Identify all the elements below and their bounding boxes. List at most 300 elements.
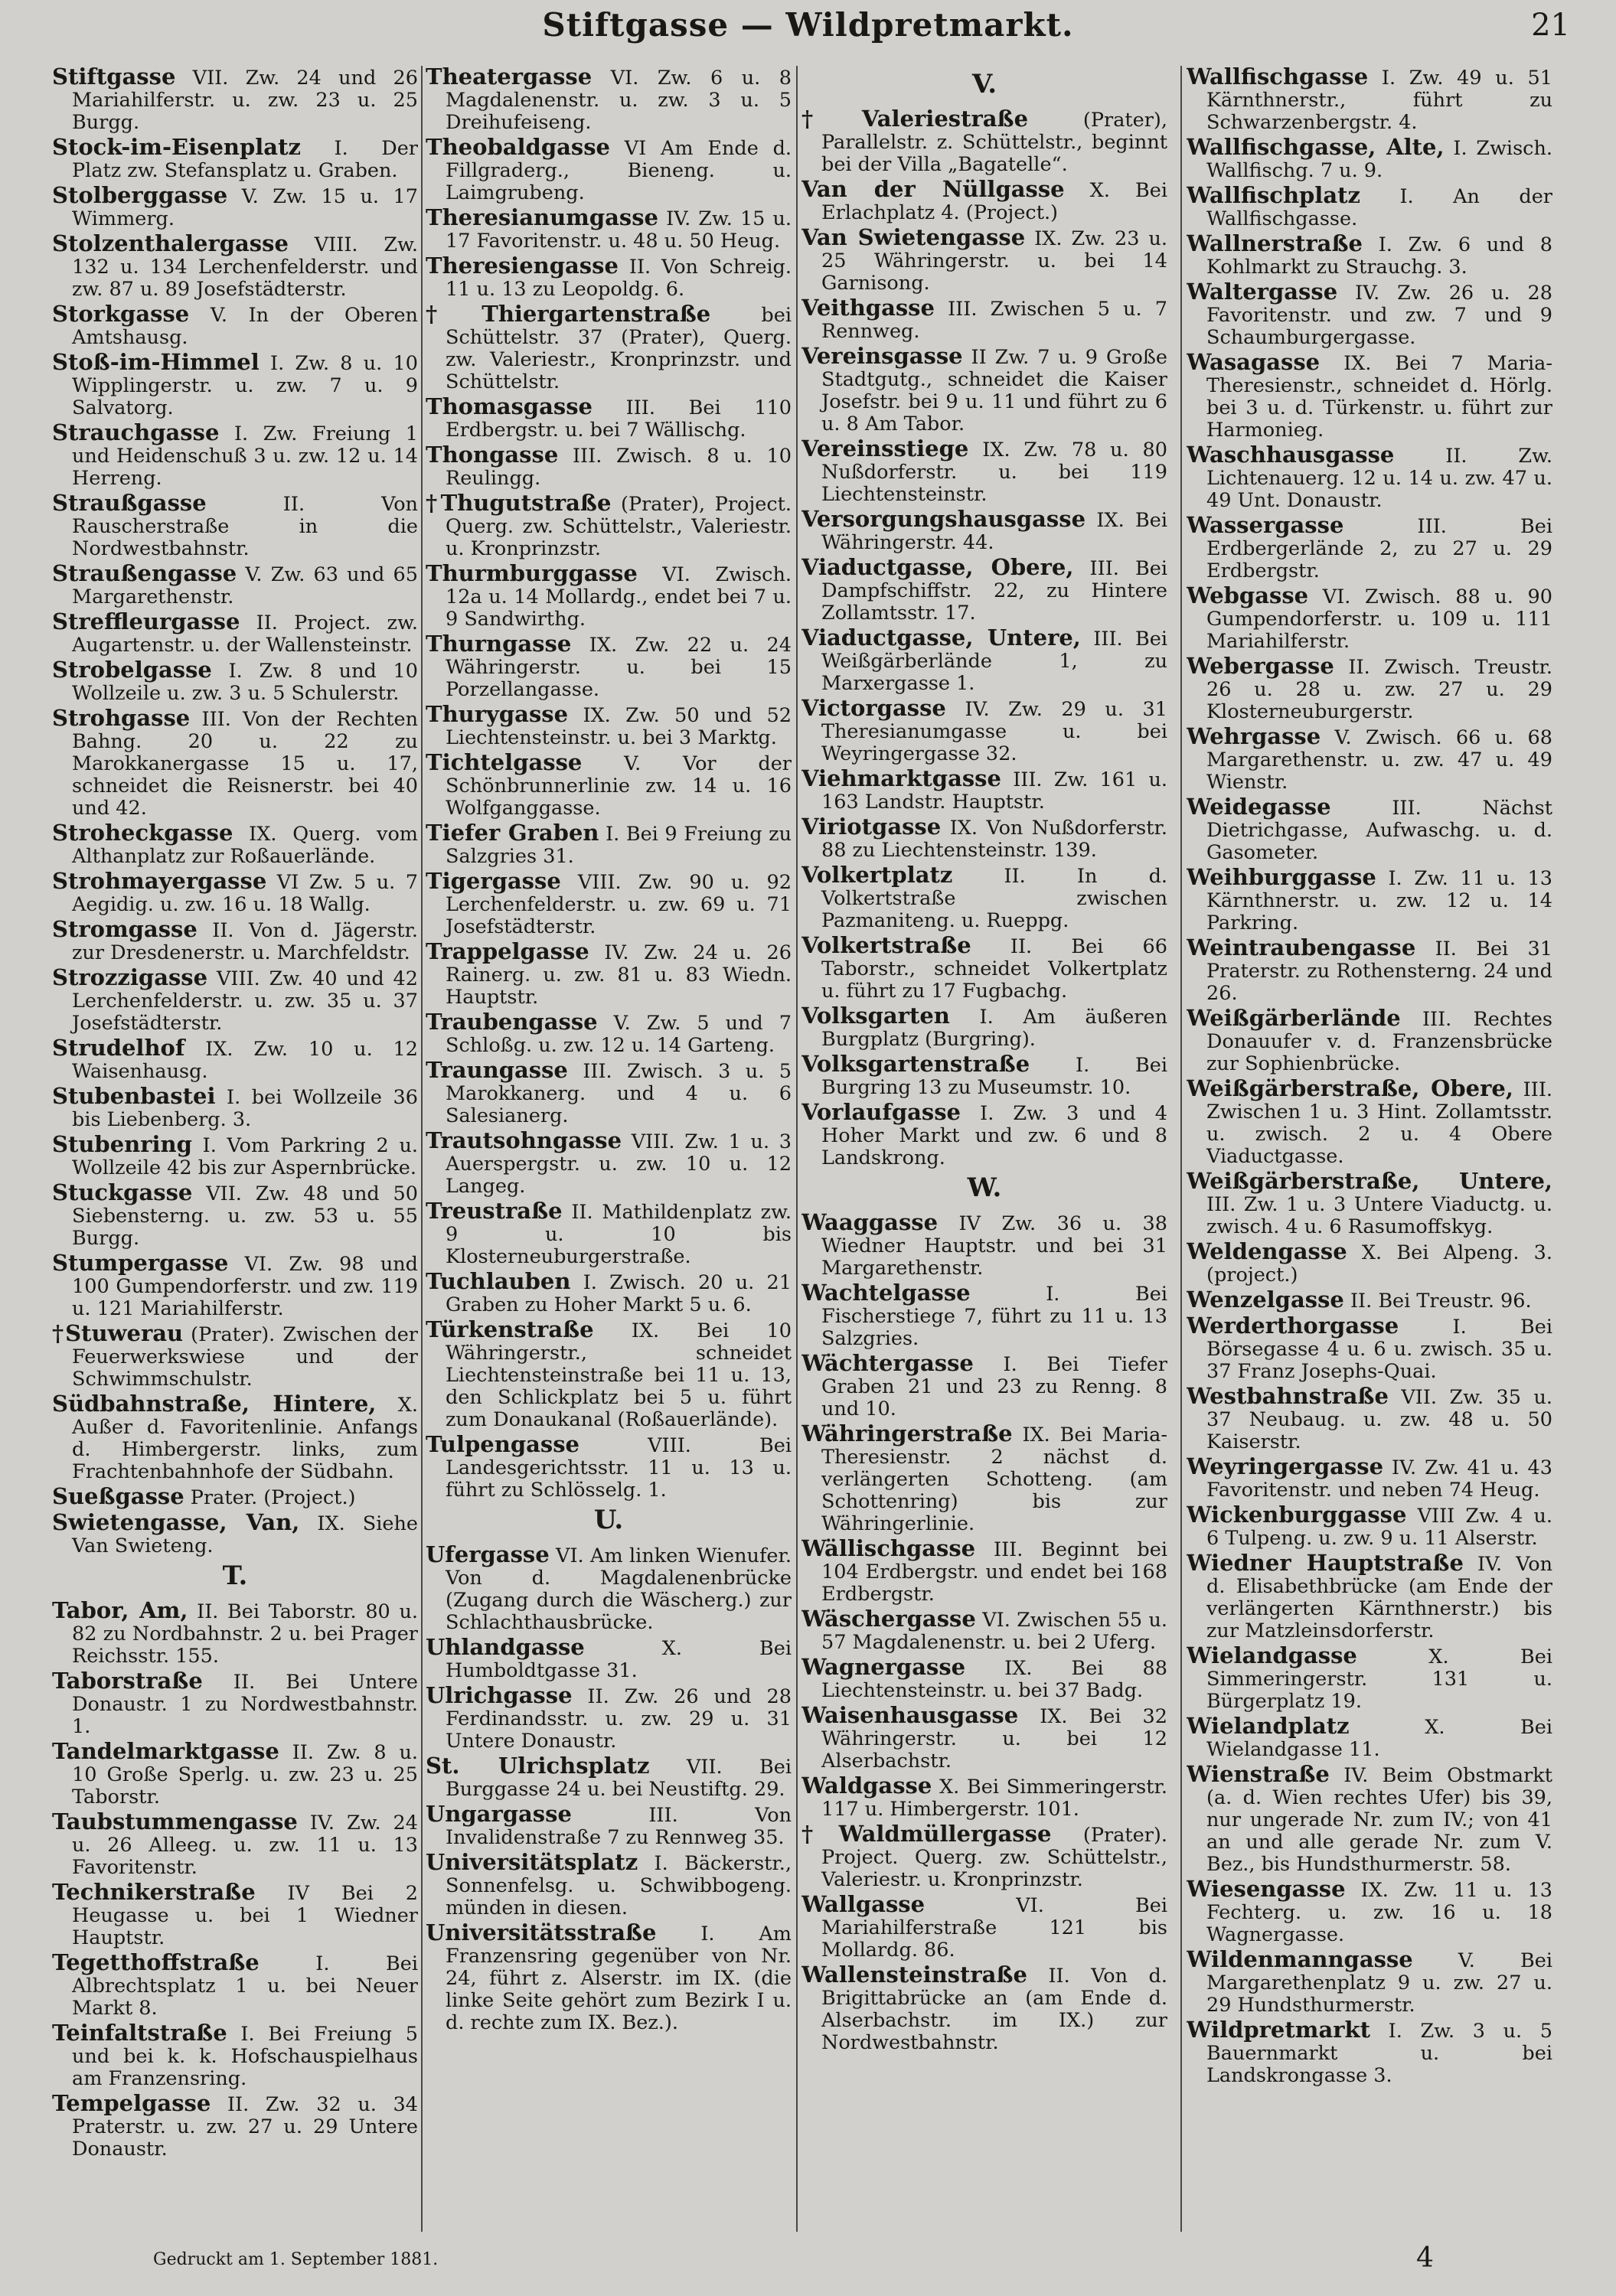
street-description: IX. Bei 10 Währingerstr., schneidet Liechtensteinstraße bei 11 u. 13, den Schlickplatz bei 5 u. führt zum Donaukanal (Roßauerlände). [446,1319,792,1431]
street-name: Waaggasse [801,1209,939,1235]
street-description: VII. Zw. 35 u. 37 Neubaug. u. zw. 48 u. 50 Kaiserstr. [1206,1386,1552,1453]
column-rule [796,66,798,2232]
street-entry [52,560,418,608]
street-entry [52,2092,418,2161]
street-description: VI. Am linken Wienufer. Von d. Magdalenenbrücke (Zugang durch die Wäscherg.) zur Schlachthausbrücke. [446,1544,792,1634]
street-name: Stubenring [52,1131,192,1157]
street-name: Trappelgasse [426,938,589,964]
street-description: V. Zw. 63 und 65 Margarethenstr. [72,563,418,608]
street-description: I. Am Franzensring gegenüber von Nr. 24, führt z. Alserstr. im IX. (die linke Seite gehört zum Bezirk I u. d. rechte zum IX. Bez.). [446,1923,792,2034]
street-name: Wickenburggasse [1187,1502,1407,1528]
print-date: Gedruckt am 1. September 1881. [153,2250,439,2269]
street-entry [801,1775,1167,1821]
street-description: III. Zwisch. 3 u. 5 Marokkanerg. und 4 u. 6 Salesianerg. [446,1060,792,1127]
street-description: I. Zwisch. 20 u. 21 Graben zu Hoher Markt 5 u. 6. [446,1271,792,1316]
street-name: Wallfischplatz [1187,182,1360,208]
street-description: III. Beginnt bei 104 Erdbergstr. und endet bei 168 Erdbergstr. [821,1538,1167,1606]
street-description: I. Bei Fischerstiege 7, führt zu 11 u. 13 Salzgries. [821,1283,1167,1350]
street-entry [1187,934,1552,1005]
street-name: Stolberggasse [52,182,228,208]
street-entry [1187,866,1552,934]
street-description: II. Bei 66 Taborstr., schneidet Volkertplatz u. führt zu 17 Fugbachg. [821,935,1167,1003]
street-description: VI. Zw. 98 und 100 Gumpendorferstr. und zw. 119 u. 121 Mariahilferstr. [72,1253,418,1320]
street-name: Wildpretmarkt [1187,2017,1371,2043]
street-name: Volksgarten [801,1003,950,1029]
street-description: VI. Bei Mariahilferstraße 121 bis Mollardg. 86. [821,1894,1167,1962]
street-description: (Prater), Parallelstr. z. Schüttelstr., beginnt bei der Villa „Bagatelle“. [821,109,1167,176]
street-name: Wiesengasse [1187,1876,1346,1902]
street-name: Tempelgasse [52,2090,211,2116]
street-name: Wasagasse [1187,349,1321,375]
street-description: II. Zw. Lichtenauerg. 12 u. 14 u. zw. 47 u. 49 Unt. Donaustr. [1206,445,1552,512]
street-description: II. Zwisch. Treustr. 26 u. 28 u. zw. 27 u. 29 Klosterneuburgerstr. [1206,656,1552,723]
street-description: III. Bei Weißgärberlände 1, zu Marxergasse 1. [821,628,1167,695]
street-entry [801,765,1167,814]
column-2 [426,66,792,2236]
street-entry [801,627,1167,695]
street-description: I. Zw. 3 und 4 Hoher Markt und zw. 6 und 8 Landskrong. [821,1102,1167,1169]
street-description: IV. Von d. Elisabethbrücke (am Ende der verlängerten Kärnthnerstr.) bis zur Matzleinsdorferstr. [1206,1553,1552,1642]
street-name: Strozzigasse [52,964,208,990]
street-description: I. Bei 9 Freiung zu Salzgries 31. [446,823,792,868]
street-entry [1187,351,1552,442]
street-entry [52,1322,418,1391]
page-title: Stiftgasse — Wildpretmarkt. [542,6,1074,44]
street-name: Universitätsplatz [426,1849,638,1875]
street-description: I. Zw. Freiung 1 und Heidenschuß 3 u. zw. 12 u. 14 Herreng. [72,422,418,490]
section-heading: U. [593,1505,624,1535]
street-name: Tulpengasse [426,1431,580,1457]
street-entry [426,703,792,749]
street-entry [801,1704,1167,1773]
street-description: IV. Zw. 26 u. 28 Favoritenstr. und zw. 7 und 9 Schaumburgergasse. [1206,282,1552,349]
street-description: I. Am äußeren Burgplatz (Burgring). [821,1006,1167,1051]
column-1 [52,66,418,2236]
street-name: Wäschergasse [801,1606,976,1632]
street-description: II Zw. 7 u. 9 Große Stadtgutg., schneidet die Kaiser Josefstr. bei 9 u. 11 und führt zu 6 u. 8 Am Tabor. [821,346,1167,435]
street-description: IX. Zw. 50 und 52 Liechtensteinstr. u. bei 3 Marktg. [446,704,792,749]
street-name: †Thiergartenstraße [426,301,711,327]
street-entry [1187,136,1552,182]
street-entry [52,1179,418,1250]
street-name: Wällischgasse [801,1535,976,1561]
street-description: VI. Zw. 6 u. 8 Magdalenenstr. u. zw. 3 u. 5 Dreihufeiseng. [446,67,792,134]
street-entry [52,659,418,705]
street-entry [426,1684,792,1753]
street-name: Stuckgasse [52,1179,193,1205]
street-name: Treustraße [426,1198,563,1224]
street-name: Weintraubengasse [1187,934,1416,960]
street-entry [1187,1075,1552,1168]
street-entry [801,1005,1167,1051]
signature-number: 4 [1416,2242,1434,2274]
street-entry [426,492,792,560]
street-description: III. Zwisch. 8 u. 10 Reulingg. [446,445,792,490]
street-description: VIII. Zw. 90 u. 92 Lerchenfelderstr. u. zw. 69 u. 71 Josefstädterstr. [446,871,792,938]
street-name: Wächtergasse [801,1350,974,1376]
street-name: Waltergasse [1187,279,1338,305]
street-description: IX. Bei 32 Währingerstr. u. bei 12 Alserbachstr. [821,1705,1167,1773]
street-entry [52,492,418,560]
street-entry [52,66,418,134]
street-name: Taborstraße [52,1668,203,1694]
street-name: Versorgungshausgasse [801,506,1086,532]
street-description: IX. Zw. 10 u. 12 Waisenhausg. [72,1038,418,1083]
street-description: I. Zw. 11 u. 13 Kärnthnerstr. u. zw. 12 u. 14 Parkring. [1206,867,1552,934]
street-description: III. Von der Rechten Bahng. 20 u. 22 zu Marokkanergasse 15 u. 17, schneidet die Reisnerstr. bei 40 und 42. [72,708,418,820]
street-name: Westbahnstraße [1187,1383,1389,1409]
street-name: Weihburggasse [1187,864,1376,890]
street-name: Storkgasse [52,301,190,327]
street-name: Weißgärberstraße, Obere, [1187,1075,1513,1101]
street-description: VI. Zwisch. 88 u. 90 Gumpendorferstr. u. 109 u. 111 Mariahilferstr. [1206,585,1552,653]
street-entry [426,303,792,393]
street-entry [426,1541,792,1634]
street-description: III. Bei Erdbergerlände 2, zu 27 u. 29 Erdbergstr. [1206,515,1552,582]
column-rule [1180,66,1182,2232]
street-name: Waldgasse [801,1773,932,1799]
street-description: X. Außer d. Favoritenlinie. Anfangs d. Himbergerstr. links, zum Frachtenbahnhofe der Südbahn. [72,1394,418,1483]
street-description: VIII. Zw. 1 u. 3 Auerspergstr. u. zw. 10 u. 12 Langeg. [446,1130,792,1198]
street-entry [801,1893,1167,1962]
street-entry [1187,1763,1552,1876]
street-description: IX. Bei Währingerstr. 44. [821,509,1167,554]
street-name: Van Swietengasse [801,224,1026,250]
street-entry [801,1352,1167,1420]
street-name: Waschhausgasse [1187,442,1395,468]
street-description: II. Von d. Brigittabrücke an (am Ende d. Alserbachstr. im IX.) zur Nordwestbahnstr. [821,1965,1167,2054]
street-description: IX. Von Nußdorferstr. 88 zu Liechtensteinstr. 139. [821,817,1167,862]
street-description: IX. Bei Maria-Theresienstr. 2 nächst d. verlängerten Schotteng. (am Schottenring) bis zur Währingerlinie. [821,1424,1167,1535]
street-entry [1187,1170,1552,1238]
street-description: II. Project. zw. Augartenstr. u. der Wallensteinstr. [72,612,418,657]
street-description: I. Bei Börsegasse 4 u. 6 u. zwisch. 35 u. 37 Franz Josephs-Quai. [1206,1316,1552,1383]
street-description: VII. Bei Burggasse 24 u. bei Neustiftg. 29. [446,1756,792,1801]
street-description: X. Bei Simmeringerstr. 131 u. Bürgerplatz 19. [1206,1645,1552,1713]
street-description: IX. Zw. 23 u. 25 Währingerstr. u. bei 14 Garnisong. [821,227,1167,295]
street-entry [426,1270,792,1316]
street-description: IX. Bei 88 Liechtensteinstr. u. bei 37 Badg. [821,1657,1167,1702]
section-heading: V. [971,69,997,99]
street-entry [52,303,418,349]
street-name: Stromgasse [52,916,198,942]
street-description: III. Zwischen 5 u. 7 Rennweg. [821,298,1167,343]
street-entry [52,351,418,419]
street-description: V. Zw. 15 u. 17 Wimmerg. [72,185,418,230]
street-entry [426,749,792,820]
street-entry [1187,1715,1552,1761]
page-header [0,0,1616,61]
street-name: Weyringergasse [1187,1453,1384,1479]
street-entry [52,419,418,490]
street-entry [52,230,418,301]
street-name: Thurygasse [426,701,569,727]
street-description: III. Von Invalidenstraße 7 zu Rennweg 35. [446,1804,792,1849]
street-name: Stock-im-Eisenplatz [52,134,301,160]
street-name: Ungargasse [426,1801,572,1827]
street-entry [52,1037,418,1083]
street-entry [801,1823,1167,1891]
street-description: IV. Zw. 15 u. 17 Favoritenstr. u. 48 u. 50 Heug. [446,207,792,253]
street-entry [52,918,418,964]
street-entry [1187,230,1552,279]
street-name: Wienstraße [1187,1761,1330,1787]
street-description: VII. Zw. 24 und 26 Mariahilferstr. u. zw. 23 u. 25 Burgg. [72,67,418,134]
street-name: Trautsohngasse [426,1127,622,1153]
street-description: VI. Zwischen 55 u. 57 Magdalenenstr. u. bei 2 Uferg. [821,1609,1167,1654]
street-entry [1187,582,1552,653]
street-entry [1187,1642,1552,1713]
street-entry [426,1316,792,1431]
street-entry [801,108,1167,176]
street-description: I. Bei Burgring 13 zu Museumstr. 10. [821,1054,1167,1099]
street-name: Traungasse [426,1057,568,1083]
street-description: II. Bei Taborstr. 80 u. 82 zu Nordbahnstr. 2 u. bei Prager Reichsstr. 155. [72,1600,418,1668]
street-description: (Prater). Project. Querg. zw. Schüttelstr., Valeriestr. u. Kronprinzstr. [821,1824,1167,1891]
street-description: III. Zwischen 1 u. 3 Hint. Zollamtsstr. u. zwisch. 2 u. 4 Obere Viaductgasse. [1206,1078,1552,1168]
street-description: VIII. Zw. 132 u. 134 Lerchenfelderstr. und zw. 87 u. 89 Josefstädterstr. [72,233,418,301]
street-name: Strauchgasse [52,419,220,445]
street-name: Tandelmarktgasse [52,1738,279,1764]
street-entry [801,508,1167,554]
street-name: Stumpergasse [52,1250,229,1276]
street-entry [426,870,792,938]
street-name: Thongasse [426,442,559,468]
street-name: Wallnerstraße [1187,230,1363,256]
street-entry [52,1670,418,1738]
street-entry [426,1200,792,1268]
street-description: IV Bei 2 Heugasse u. bei 1 Wiedner Hauptstr. [72,1882,418,1949]
street-entry [52,964,418,1035]
street-entry [426,560,792,631]
street-entry [52,822,418,868]
street-name: Wallensteinstraße [801,1962,1027,1988]
street-entry [52,1252,418,1320]
street-entry [426,393,792,442]
street-entry [1187,1878,1552,1946]
street-name: Wielandplatz [1187,1713,1350,1739]
street-description: X. Bei Wielandgasse 11. [1206,1716,1552,1761]
street-entry [426,633,792,701]
street-entry [426,136,792,204]
street-description: IX. Zw. 11 u. 13 Fechterg. u. zw. 16 u. 18 Wagnergasse. [1206,1879,1552,1946]
street-description: I. Bei Freiung 5 und bei k. k. Hofschauspielhaus am Franzensring. [72,2023,418,2090]
street-entry [801,1964,1167,2054]
street-description: II. Zw. 26 und 28 Ferdinandsstr. u. zw. 29 u. 31 Untere Donaustr. [446,1685,792,1753]
street-name: Universitätsstraße [426,1919,657,1945]
street-description: II. Mathildenplatz zw. 9 u. 10 bis Klosterneuburgerstraße. [446,1201,792,1268]
street-entry [52,184,418,230]
street-name: Stroheckgasse [52,820,233,846]
street-entry [1187,66,1552,134]
street-description: V. Vor der Schönbrunnerlinie zw. 14 u. 16 Wolfganggasse. [446,752,792,820]
street-name: Tigergasse [426,868,561,894]
street-entry [801,864,1167,932]
column-rule [421,66,423,2232]
street-name: Tichtelgasse [426,749,583,775]
street-entry [426,938,792,1009]
street-description: II. Bei 31 Praterstr. zu Rothensterng. 24 und 26. [1206,938,1552,1005]
street-entry [426,444,792,490]
street-entry [52,870,418,916]
street-entry [1187,1238,1552,1287]
street-description: III. Zw. 1 u. 3 Untere Viaductg. u. zwisch. 4 u. 6 Rasumoffskyg. [1206,1193,1552,1238]
street-entry [801,556,1167,625]
street-name: Wallfischgasse [1187,66,1369,90]
street-entry [801,224,1167,295]
street-description: I. An der Wallfischgasse. [1206,185,1552,230]
street-name: Teinfaltstraße [52,2020,227,2046]
street-entry [426,204,792,253]
street-description: X. Bei Erlachplatz 4. (Project.) [821,179,1167,224]
street-entry [801,816,1167,862]
street-name: Streffleurgasse [52,608,240,634]
street-description: II. In d. Volkertstraße zwischen Pazmaniteng. u. Rueppg. [821,865,1167,932]
street-entry [426,822,792,868]
street-description: VIII. Zw. 40 und 42 Lerchenfelderstr. u. zw. 35 u. 37 Josefstädterstr. [72,967,418,1035]
street-name: Wehrgasse [1187,723,1321,749]
street-name: Weidegasse [1187,794,1331,820]
street-description: Prater. (Project.) [184,1486,356,1509]
street-description: IV. Zw. 29 u. 31 Theresianumgasse u. bei Weyringergasse 32. [821,698,1167,765]
street-entry [52,136,418,182]
street-name: Strohgasse [52,705,191,731]
street-name: Strudelhof [52,1035,185,1061]
street-entry [1187,1289,1552,1313]
street-name: Werderthorgasse [1187,1313,1399,1339]
street-entry [801,1535,1167,1606]
section-heading: W. [967,1172,1002,1203]
street-entry [1187,796,1552,864]
street-name: Strohmayergasse [52,868,267,894]
street-description: (Prater), Project. Querg. zw. Schüttelstr., Valeriestr. u. Kronprinzstr. [446,493,792,560]
street-entry [1187,1504,1552,1550]
street-entry [1187,1315,1552,1383]
street-name: Victorgasse [801,695,946,721]
street-entry [426,1803,792,1849]
street-name: St. Ulrichsplatz [426,1753,650,1779]
street-description: I. Bei Tiefer Graben 21 und 23 zu Renng. 8 und 10. [821,1353,1167,1420]
street-name: Technikerstraße [52,1879,256,1905]
street-entry [801,178,1167,224]
street-name: Straußengasse [52,560,237,586]
street-entry [801,435,1167,506]
street-description: V. Zwisch. 66 u. 68 Margarethenstr. u. zw. 47 u. 49 Wienstr. [1206,726,1552,794]
street-description: V. Bei Margarethenplatz 9 u. zw. 27 u. 29 Hundsthurmerstr. [1206,1949,1552,2017]
column-3 [801,66,1167,2236]
street-name: Straußgasse [52,490,207,516]
street-name: Theatergasse [426,66,593,90]
street-name: Thurmburggasse [426,560,638,586]
street-entry [801,297,1167,343]
street-name: Waisenhausgasse [801,1702,1019,1728]
street-entry [801,1656,1167,1702]
street-name: Thomasgasse [426,393,593,419]
street-entry [52,1509,418,1557]
street-description: VI Zw. 5 u. 7 Aegidig. u. zw. 16 u. 18 Wallg. [72,871,418,916]
street-entry [801,1209,1167,1280]
street-name: Volksgartenstraße [801,1051,1030,1077]
street-description: I. Bäckerstr., Sonnenfelsg. u. Schwibbogeng. münden in diesen. [446,1852,792,1919]
section-heading: T. [222,1561,248,1591]
street-name: Viaductgasse, Obere, [801,554,1074,580]
street-name: Wagnergasse [801,1654,966,1680]
street-entry [1187,723,1552,794]
street-entry [801,1420,1167,1535]
street-entry [52,1483,418,1509]
street-name: Viehmarktgasse [801,765,1001,791]
street-description: II. Von Rauscherstraße in die Nordwestbahnstr. [72,493,418,560]
street-entry [801,1101,1167,1169]
street-description: I. Zw. 6 und 8 Kohlmarkt zu Strauchg. 3. [1206,233,1552,279]
street-description: IX. Querg. vom Althanplatz zur Roßauerlände. [72,823,418,868]
street-entry [1187,1385,1552,1453]
street-name: Wassergasse [1187,512,1344,538]
street-entry [1187,281,1552,349]
street-name: Tiefer Graben [426,820,599,846]
street-description: IV. Zw. 24 u. 26 Rainerg. u. zw. 81 u. 83 Wiedn. Hauptstr. [446,941,792,1009]
street-entry [52,707,418,820]
street-name: Wielandgasse [1187,1642,1357,1668]
street-name: †Valeriestraße [801,106,1029,132]
street-description: I. Der Platz zw. Stefansplatz u. Graben. [72,137,418,182]
street-description: VIII Zw. 4 u. 6 Tulpeng. u. zw. 9 u. 11 Alserstr. [1206,1505,1552,1550]
street-entry [1187,184,1552,230]
street-name: Stoß-im-Himmel [52,349,260,375]
street-description: (Prater). Zwischen der Feuerwerkswiese und der Schwimmschulstr. [72,1323,418,1391]
street-name: Theresiengasse [426,253,619,279]
street-name: Wenzelgasse [1187,1287,1344,1313]
street-description: III. Bei Dampfschiffstr. 22, zu Hintere Zollamtsstr. 17. [821,557,1167,625]
street-name: Webergasse [1187,653,1334,679]
street-name: Theresianumgasse [426,204,659,230]
street-entry [426,1636,792,1682]
street-name: Weißgärberlände [1187,1005,1401,1031]
street-description: III. Nächst Dietrichgasse, Aufwaschg. u. d. Gasometer. [1206,797,1552,864]
street-name: Weißgärberstraße, Untere, [1187,1168,1552,1194]
street-name: Sueßgasse [52,1483,184,1509]
street-name: Vereinsgasse [801,343,963,369]
street-name: Swietengasse, Van, [52,1509,300,1535]
column-4 [1187,66,1552,2236]
street-description: II. Bei Treustr. 96. [1343,1290,1532,1313]
street-entry [52,1133,418,1179]
street-description: III. Zw. 161 u. 163 Landstr. Hauptstr. [821,768,1167,814]
street-name: Türkenstraße [426,1316,594,1342]
street-name: Wiedner Hauptstraße [1187,1550,1464,1576]
street-description: II. Zw. 8 u. 10 Große Sperlg. u. zw. 23 u. 25 Taborstr. [72,1741,418,1808]
street-description: VI. Zwisch. 12a u. 14 Mollardg., endet bei 7 u. 9 Sandwirthg. [446,563,792,631]
street-name: †Waldmüllergasse [801,1821,1052,1847]
street-name: †Stuwerau [52,1320,184,1346]
street-entry [52,608,418,657]
street-entry [52,1393,418,1483]
street-name: Ufergasse [426,1541,550,1567]
street-name: Strobelgasse [52,657,212,683]
street-name: Stolzenthalergasse [52,230,289,256]
street-name: Traubengasse [426,1009,598,1035]
street-name: Tegetthoffstraße [52,1949,260,1975]
street-description: I. Vom Parkring 2 u. Wollzeile 42 bis zur Aspernbrücke. [72,1134,418,1179]
street-name: Viriotgasse [801,814,942,840]
street-name: †Thugutstraße [426,490,612,516]
street-description: bei Schüttelstr. 37 (Prater), Querg. zw. Valeriestr., Kronprinzstr. und Schüttelstr. [446,304,792,393]
street-entry [1187,2019,1552,2087]
street-description: IV. Zw. 41 u. 43 Favoritenstr. und neben 74 Heug. [1206,1456,1552,1502]
street-entry [426,1433,792,1502]
street-entry [426,1851,792,1919]
street-entry [426,255,792,301]
